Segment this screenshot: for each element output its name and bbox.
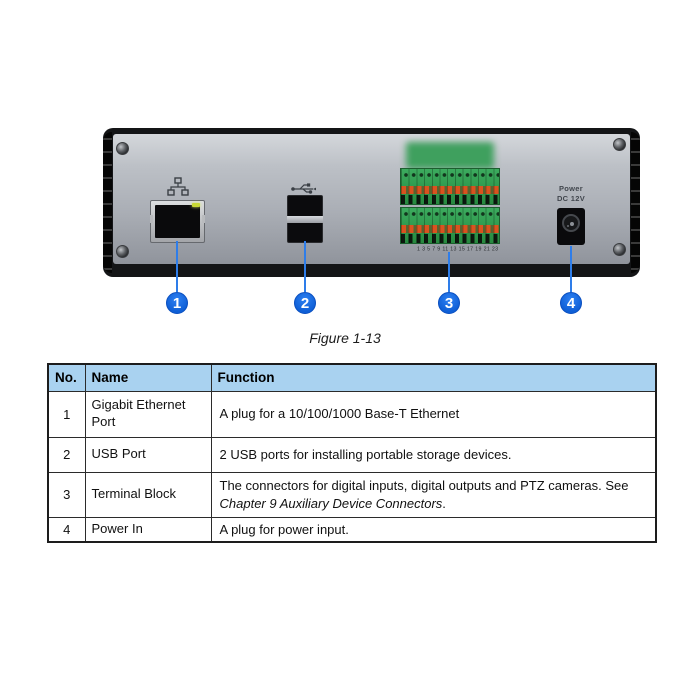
power-jack-dot	[567, 225, 569, 227]
terminal-row-lower	[400, 207, 500, 244]
usb-divider	[287, 216, 323, 223]
ethernet-notch-right	[202, 215, 205, 223]
screw-top-left	[116, 142, 129, 155]
leader-line-4	[570, 246, 572, 292]
ethernet-led	[192, 203, 200, 207]
row-name: Terminal Block	[85, 472, 211, 517]
header-function: Function	[211, 364, 656, 391]
table-row	[48, 391, 656, 437]
row-no: 1	[48, 391, 85, 437]
callout-1: 1	[166, 292, 188, 314]
callout-2: 2	[294, 292, 316, 314]
leader-line-1	[176, 241, 178, 292]
leader-line-3	[448, 252, 450, 292]
device-right-edge	[631, 132, 640, 273]
ethernet-port	[150, 200, 205, 243]
spec-table	[47, 363, 657, 543]
callout-3: 3	[438, 292, 460, 314]
table-row	[48, 472, 656, 517]
power-label-line1: Power	[558, 184, 583, 193]
header-name: Name	[85, 364, 211, 391]
terminal-pin-numbers: 1 3 5 7 9 11 13 15 17 19 21 23	[417, 246, 499, 252]
terminal-block-top	[406, 142, 494, 169]
callout-4: 4	[560, 292, 582, 314]
table-row	[48, 517, 656, 542]
power-label	[541, 184, 601, 204]
row-function: The connectors for digital inputs, digital outputs and PTZ cameras. See Chapter 9 Auxiliary Device Connectors.	[211, 472, 656, 517]
screw-bottom-left	[116, 245, 129, 258]
header-no: No.	[48, 364, 85, 391]
row-function: A plug for power input.	[211, 517, 656, 542]
row-name: Power In	[85, 517, 211, 542]
screw-bottom-right	[613, 243, 626, 256]
row-no: 2	[48, 437, 85, 472]
terminal-row-upper	[400, 168, 500, 205]
row-function: 2 USB ports for installing portable storage devices.	[211, 437, 656, 472]
power-label-line2: DC 12V	[556, 194, 586, 204]
row-no: 3	[48, 472, 85, 517]
ethernet-port-opening	[155, 205, 200, 238]
row-name: USB Port	[85, 437, 211, 472]
lan-icon	[166, 177, 190, 202]
table-row	[48, 437, 656, 472]
row-name: Gigabit Ethernet Port	[85, 391, 211, 437]
device-left-edge	[103, 132, 112, 273]
row-no: 4	[48, 517, 85, 542]
power-jack-barrel	[562, 214, 580, 232]
power-jack-pin	[570, 222, 574, 226]
figure-caption: Figure 1-13	[309, 330, 381, 346]
ethernet-notch-left	[150, 215, 153, 223]
terminal-block	[400, 168, 500, 244]
row-function: A plug for a 10/100/1000 Base-T Ethernet	[211, 391, 656, 437]
table-header-row	[48, 364, 656, 391]
power-jack	[557, 208, 585, 245]
device-face-panel	[113, 134, 630, 264]
usb-ports	[287, 195, 323, 243]
device-rear-panel	[103, 128, 640, 277]
leader-line-2	[304, 241, 306, 292]
screw-top-right	[613, 138, 626, 151]
